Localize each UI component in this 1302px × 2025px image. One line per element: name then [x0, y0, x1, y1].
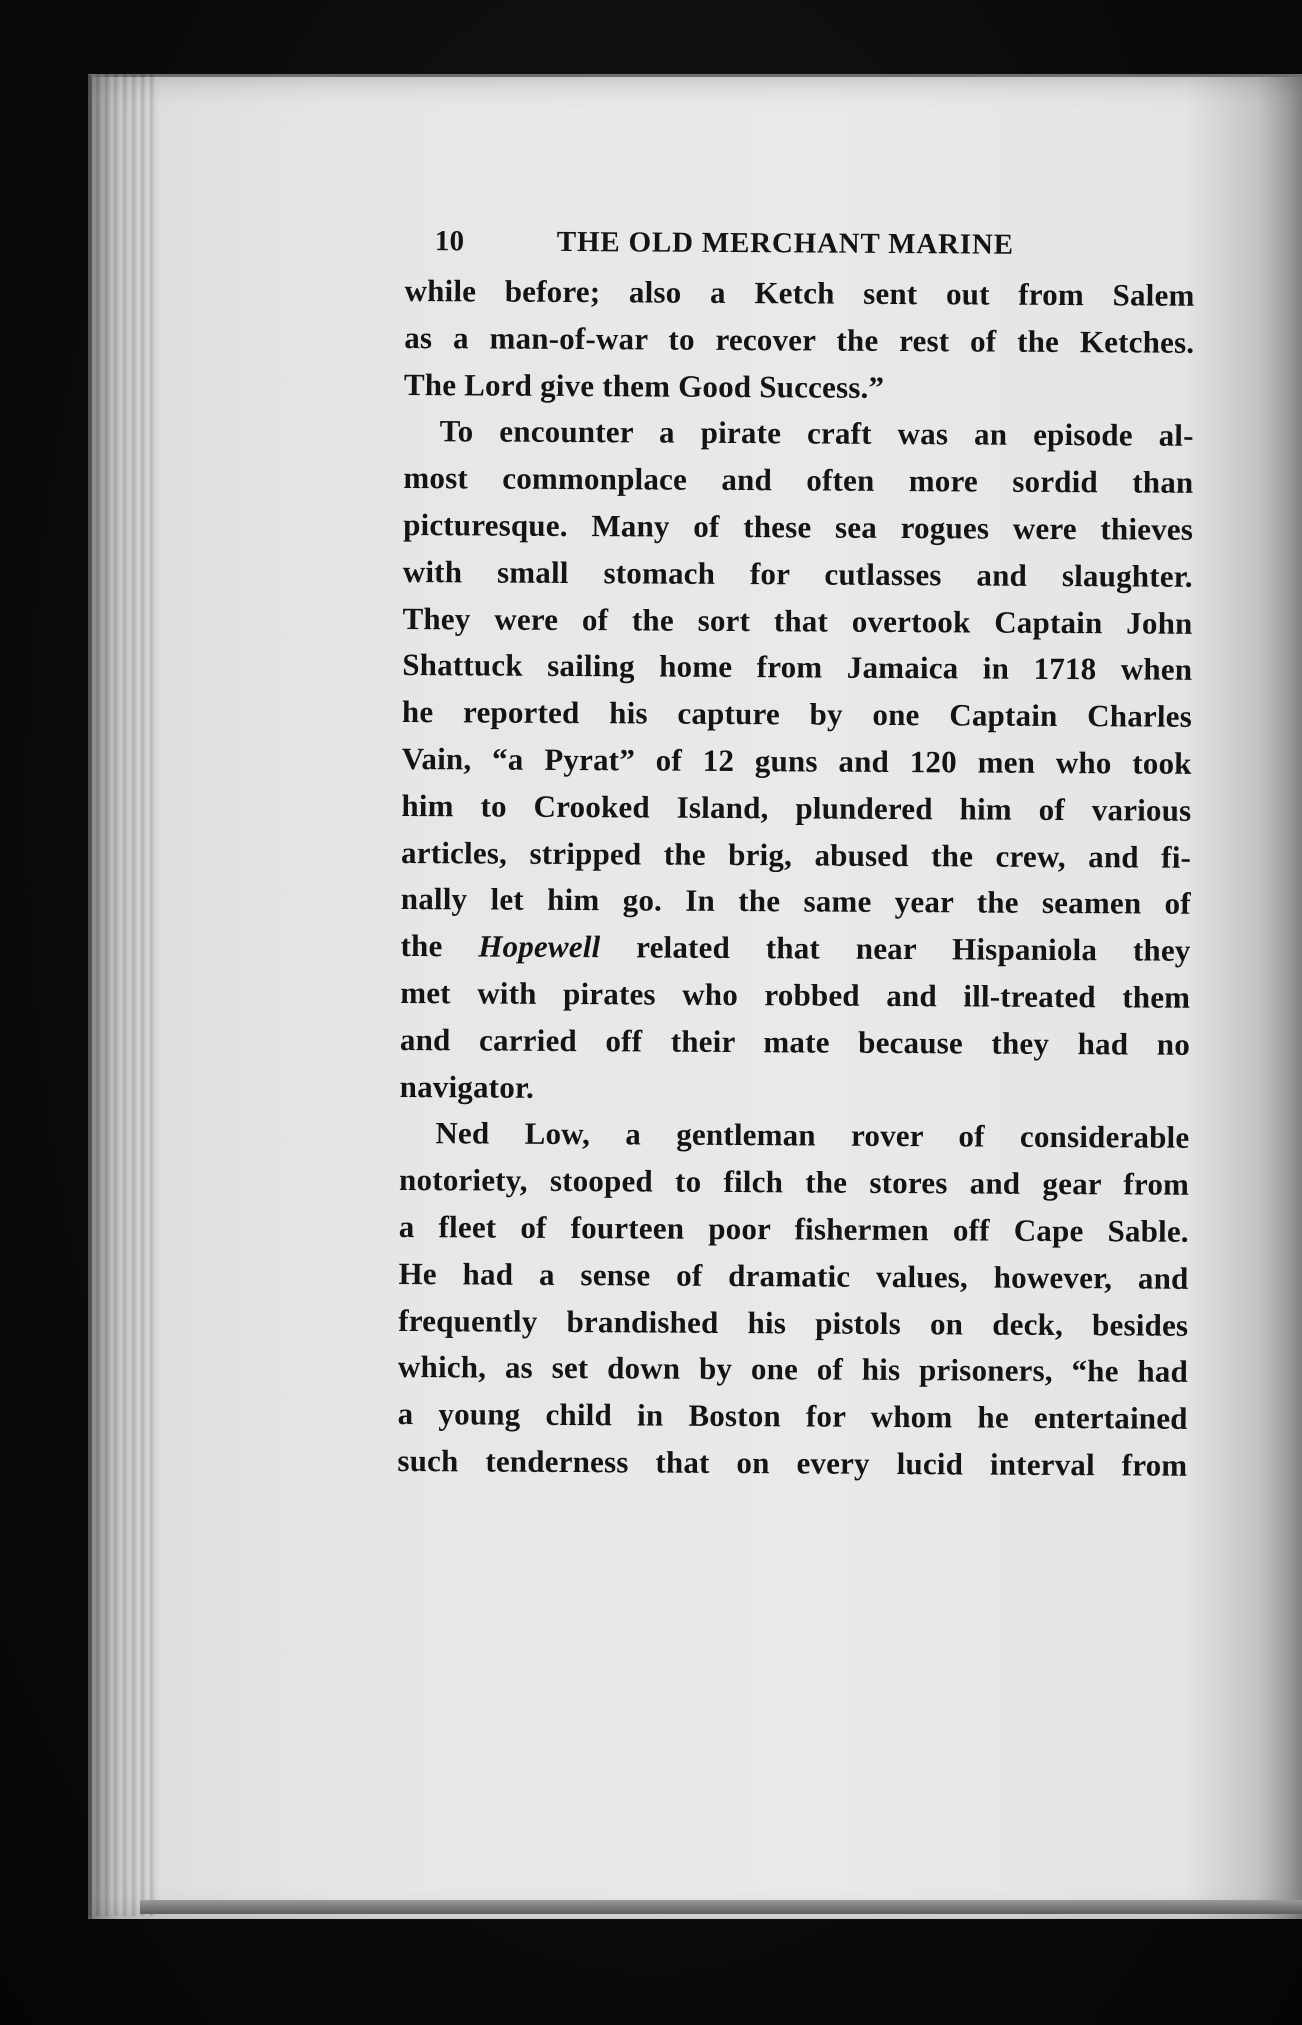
paragraph-2: [400, 408, 1194, 1115]
text-line: such tenderness that on every lucid interval from: [397, 1442, 1188, 1483]
text-line: most commonplace and often more sordid than: [403, 460, 1194, 501]
text-line: he reported his capture by one Captain Charles: [401, 694, 1193, 734]
text-line: notoriety, stooped to filch the stores and gear from: [399, 1162, 1190, 1202]
text-line: a young child in Boston for whom he entertained: [397, 1396, 1188, 1436]
paragraph-1: [404, 268, 1195, 413]
text-line: met with pirates who robbed and ill-treated them: [400, 974, 1191, 1015]
text-line: navigator.: [399, 1068, 535, 1105]
text-line: To encounter a pirate craft was an episode al-: [439, 413, 1194, 454]
text-line: They were of the sort that overtook Captain John: [402, 600, 1193, 641]
text-line: Ned Low, a gentleman rover of considerable: [435, 1115, 1190, 1156]
page-gutter-edges: [88, 74, 158, 1916]
text-line: articles, stripped the brig, abused the crew, and fi-: [401, 834, 1192, 875]
running-header: [405, 218, 1195, 273]
text-line: and carried off their mate because they had no: [399, 1021, 1191, 1062]
text-line: him to Crooked Island, plundered him of various: [401, 787, 1192, 828]
page-bottom-edge: [140, 1900, 1302, 1914]
text-line: frequently brandished his pistols on deck, besides: [398, 1302, 1189, 1343]
text-line-italic: [400, 923, 1190, 975]
text-fragment: related that near Hispaniola they: [600, 929, 1191, 968]
text-line: He had a sense of dramatic values, however, and: [398, 1255, 1189, 1296]
text-line: which, as set down by one of his prisoners, “he had: [397, 1349, 1189, 1390]
text-fragment: the: [400, 928, 479, 964]
text-line: Vain, “a Pyrat” of 12 guns and 120 men who took: [401, 740, 1192, 781]
ship-name-italic: Hopewell: [478, 928, 601, 965]
text-line: nally let him go. In the same year the seamen of: [400, 881, 1191, 922]
paragraph-3: [397, 1110, 1189, 1489]
text-line: The Lord give them Good Success.”: [403, 366, 885, 405]
text-line: Shattuck sailing home from Jamaica in 1718 when: [402, 647, 1193, 688]
text-line: a fleet of fourteen poor fishermen off Cape Sable.: [398, 1208, 1189, 1249]
text-line: picturesque. Many of these sea rogues were thieves: [403, 506, 1194, 547]
text-line: while before; also a Ketch sent out from Salem: [404, 272, 1195, 313]
text-line: with small stomach for cutlasses and slaughter.: [402, 553, 1193, 594]
text-line: as a man-of-war to recover the rest of the Ketches.: [404, 319, 1195, 360]
page-number: 10: [434, 225, 465, 258]
page-content: [397, 218, 1195, 1490]
running-title: THE OLD MERCHANT MARINE: [556, 225, 1014, 261]
